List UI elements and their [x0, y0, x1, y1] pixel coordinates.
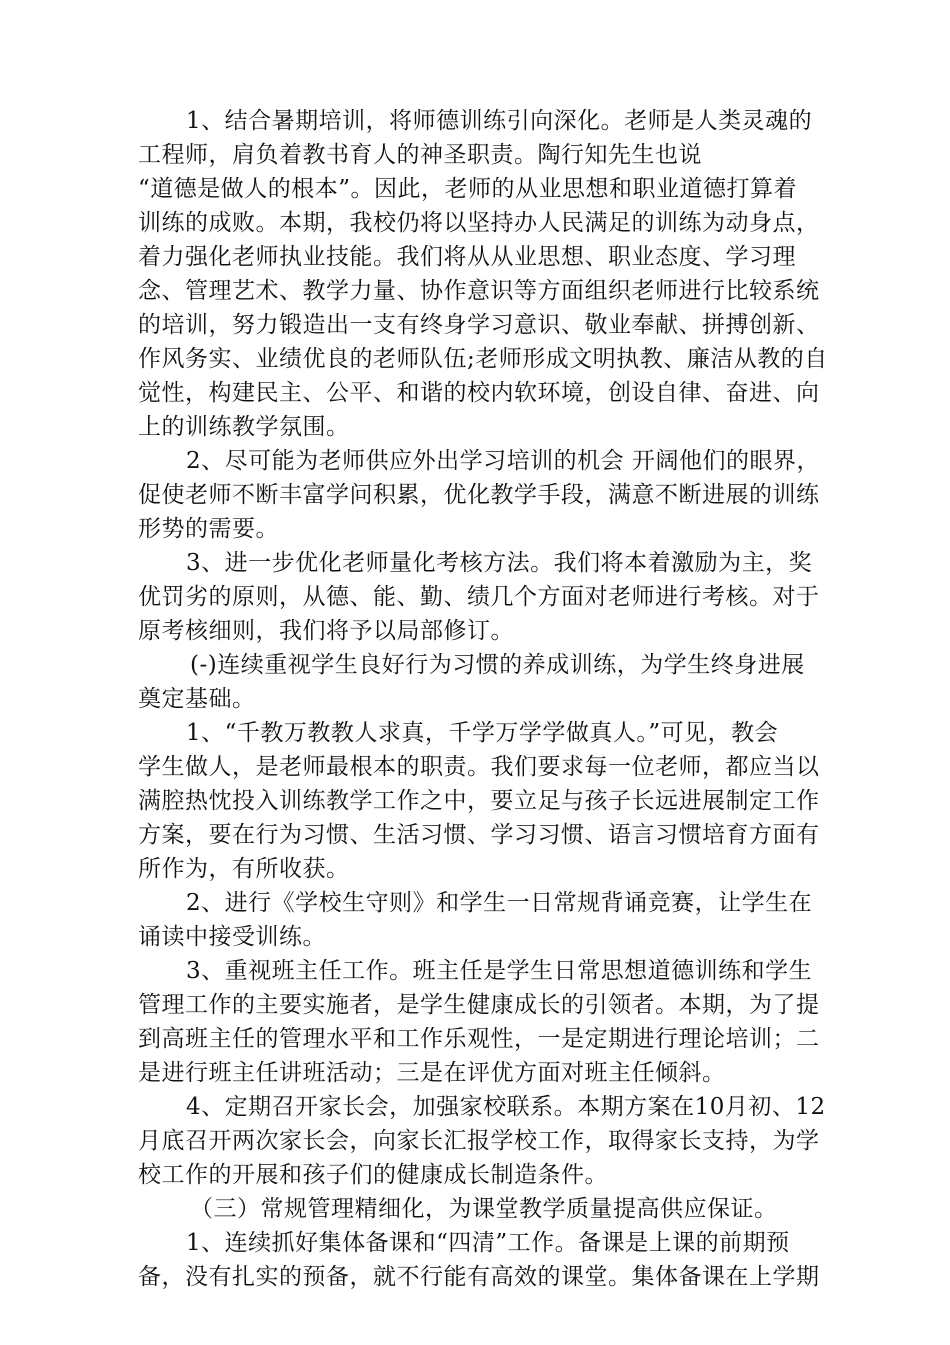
text-line: “道德是做人的根本”。因此，老师的从业思想和职业道德打算着 — [138, 176, 798, 202]
section-heading: （三）常规管理精细化，为课堂教学质量提高供应保证。 — [190, 1196, 778, 1222]
text-line: 所作为，有所收获。 — [138, 856, 350, 882]
text-line: 作风务实、业绩优良的老师队伍;老师形成文明执教、廉洁从教的自 — [138, 346, 828, 372]
text-line: 优罚劣的原则，从德、能、勤、绩几个方面对老师进行考核。对于 — [138, 584, 820, 610]
text-line: 上的训练教学氛围。 — [138, 414, 350, 440]
text-line: 念、管理艺术、教学力量、协作意识等方面组织老师进行比较系统 — [138, 278, 820, 304]
text-line: 学生做人，是老师最根本的职责。我们要求每一位老师，都应当以 — [138, 754, 820, 780]
text-line: 训练的成败。本期，我校仍将以坚持办人民满足的训练为动身点， — [138, 210, 820, 236]
text-line: 2、尽可能为老师供应外出学习培训的机会 开阔他们的眼界， — [186, 448, 820, 474]
text-line: 3、进一步优化老师量化考核方法。我们将本着激励为主，奖 — [186, 550, 813, 576]
text-line: 方案，要在行为习惯、生活习惯、学习习惯、语言习惯培育方面有 — [138, 822, 820, 848]
text-line: 奠定基础。 — [138, 686, 256, 712]
text-line: 2、进行《学校生守则》和学生一日常规背诵竞赛，让学生在 — [186, 890, 813, 916]
text-line: 3、重视班主任工作。班主任是学生日常思想道德训练和学生 — [186, 958, 813, 984]
text-line: 工程师，肩负着教书育人的神圣职责。陶行知先生也说 — [138, 142, 702, 168]
text-line: 1、“千教万教教人求真，千学万学学做真人。”可见，教会 — [186, 720, 779, 746]
text-line: 1、结合暑期培训，将师德训练引向深化。老师是人类灵魂的 — [186, 108, 813, 134]
text-line: 1、连续抓好集体备课和“四清”工作。备课是上课的前期预 — [186, 1230, 790, 1256]
text-line: 4、定期召开家长会，加强家校联系。本期方案在10月初、12 — [186, 1094, 826, 1120]
text-line: 管理工作的主要实施者，是学生健康成长的引领者。本期，为了提 — [138, 992, 820, 1018]
text-line: 是进行班主任讲班活动；三是在评优方面对班主任倾斜。 — [138, 1060, 726, 1086]
text-line: 觉性，构建民主、公平、和谐的校内软环境，创设自律、奋进、向 — [138, 380, 820, 406]
text-line: 备，没有扎实的预备，就不行能有高效的课堂。集体备课在上学期 — [138, 1264, 820, 1290]
text-line: 月底召开两次家长会，向家长汇报学校工作，取得家长支持，为学 — [138, 1128, 820, 1154]
text-line: 到高班主任的管理水平和工作乐观性，一是定期进行理论培训；二 — [138, 1026, 820, 1052]
text-line: 原考核细则，我们将予以局部修订。 — [138, 618, 514, 644]
text-line: 的培训，努力锻造出一支有终身学习意识、敬业奉献、拼搏创新、 — [138, 312, 820, 338]
document-body — [138, 104, 832, 1294]
text-line: 满腔热忱投入训练教学工作之中，要立足与孩子长远进展制定工作 — [138, 788, 820, 814]
text-line: 形势的需要。 — [138, 516, 279, 542]
text-line: 诵读中接受训练。 — [138, 924, 326, 950]
text-line: 促使老师不断丰富学问积累，优化教学手段，满意不断进展的训练 — [138, 482, 820, 508]
text-line: 着力强化老师执业技能。我们将从从业思想、职业态度、学习理 — [138, 244, 796, 270]
text-line: 校工作的开展和孩子们的健康成长制造条件。 — [138, 1162, 608, 1188]
section-heading: (-)连续重视学生良好行为习惯的养成训练，为学生终身进展 — [190, 652, 805, 678]
